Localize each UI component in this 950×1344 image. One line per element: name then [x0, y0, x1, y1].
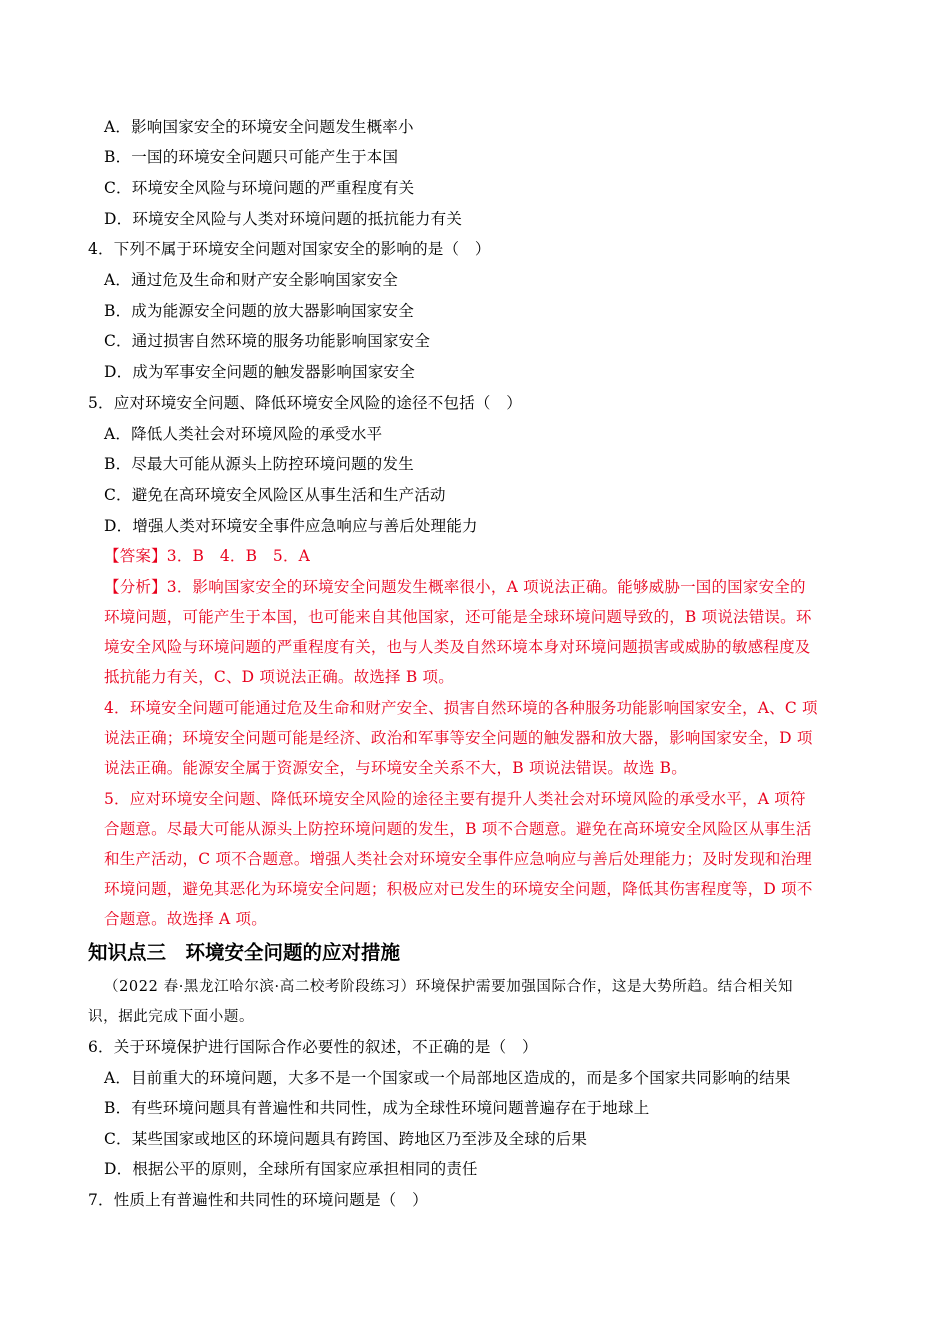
- analysis-5-line-2: 合题意。尽最大可能从源头上防控环境问题的发生，B 项不合题意。避免在高环境安全风险区从事生活: [104, 820, 812, 838]
- q5-option-c: C．避免在高环境安全风险区从事生活和生产活动: [104, 486, 446, 504]
- q5-option-b: B．尽最大可能从源头上防控环境问题的发生: [104, 455, 414, 473]
- q3-option-a: A．影响国家安全的环境安全问题发生概率小: [104, 118, 414, 136]
- q6-option-d: D．根据公平的原则，全球所有国家应承担相同的责任: [104, 1160, 478, 1178]
- section-title: 知识点三 环境安全问题的应对措施: [88, 941, 401, 964]
- q5-option-d: D．增强人类对环境安全事件应急响应与善后处理能力: [104, 517, 478, 535]
- analysis-4-line-3: 说法正确。能源安全属于资源安全，与环境安全关系不大，B 项说法错误。故选 B。: [104, 759, 687, 777]
- answer-line: 【答案】3．B 4．B 5．A: [104, 547, 311, 565]
- q5-stem: 5．应对环境安全问题、降低环境安全风险的途径不包括（ ）: [88, 394, 522, 412]
- analysis-3-line-2: 环境问题，可能产生于本国，也可能来自其他国家，还可能是全球环境问题导致的，B 项说法错误。环: [104, 608, 812, 626]
- q4-option-c: C．通过损害自然环境的服务功能影响国家安全: [104, 332, 431, 350]
- q4-stem: 4．下列不属于环境安全问题对国家安全的影响的是（ ）: [88, 240, 491, 258]
- analysis-5-line-4: 环境问题，避免其恶化为环境安全问题；积极应对已发生的环境安全问题，降低其伤害程度等，D 项不: [104, 880, 813, 898]
- q4-option-a: A．通过危及生命和财产安全影响国家安全: [104, 271, 398, 289]
- q3-option-c: C．环境安全风险与环境问题的严重程度有关: [104, 179, 415, 197]
- q3-option-d: D．环境安全风险与人类对环境问题的抵抗能力有关: [104, 210, 463, 228]
- intro-line-1: （2022 春·黑龙江哈尔滨·高二校考阶段练习）环境保护需要加强国际合作，这是大势所趋。结合相关知: [104, 979, 794, 995]
- intro-line-2: 识，据此完成下面小题。: [88, 1009, 255, 1025]
- analysis-3-line-1: 【分析】3．影响国家安全的环境安全问题发生概率很小，A 项说法正确。能够威胁一国的国家安全的: [104, 578, 806, 596]
- analysis-5-line-3: 和生产活动，C 项不合题意。增强人类社会对环境安全事件应急响应与善后处理能力；及时发现和治理: [104, 850, 812, 868]
- q6-option-b: B．有些环境问题具有普遍性和共同性，成为全球性环境问题普遍存在于地球上: [104, 1099, 650, 1117]
- q4-option-b: B．成为能源安全问题的放大器影响国家安全: [104, 302, 414, 320]
- analysis-3-line-3: 境安全风险与环境问题的严重程度有关，也与人类及自然环境本身对环境问题损害或威胁的敏感程度及: [104, 638, 811, 656]
- analysis-5-line-5: 合题意。故选择 A 项。: [104, 910, 267, 928]
- q4-option-d: D．成为军事安全问题的触发器影响国家安全: [104, 363, 415, 381]
- q6-option-c: C．某些国家或地区的环境问题具有跨国、跨地区乃至涉及全球的后果: [104, 1130, 588, 1148]
- analysis-4-line-1: 4．环境安全问题可能通过危及生命和财产安全、损害自然环境的各种服务功能影响国家安全，A、C 项: [104, 699, 818, 717]
- q3-option-b: B．一国的环境安全问题只可能产生于本国: [104, 148, 399, 166]
- q6-option-a: A．目前重大的环境问题，大多不是一个国家或一个局部地区造成的，而是多个国家共同影响的结果: [104, 1069, 791, 1087]
- q5-option-a: A．降低人类社会对环境风险的承受水平: [104, 425, 383, 443]
- analysis-5-line-1: 5．应对环境安全问题、降低环境安全风险的途径主要有提升人类社会对环境风险的承受水平，A 项符: [104, 790, 806, 808]
- analysis-4-line-2: 说法正确；环境安全问题可能是经济、政治和军事等安全问题的触发器和放大器，影响国家安全，D 项: [104, 729, 813, 747]
- q6-stem: 6．关于环境保护进行国际合作必要性的叙述，不正确的是（ ）: [88, 1038, 538, 1056]
- analysis-3-line-4: 抵抗能力有关，C、D 项说法正确。故选择 B 项。: [104, 668, 454, 686]
- q7-stem: 7．性质上有普遍性和共同性的环境问题是（ ）: [88, 1191, 428, 1209]
